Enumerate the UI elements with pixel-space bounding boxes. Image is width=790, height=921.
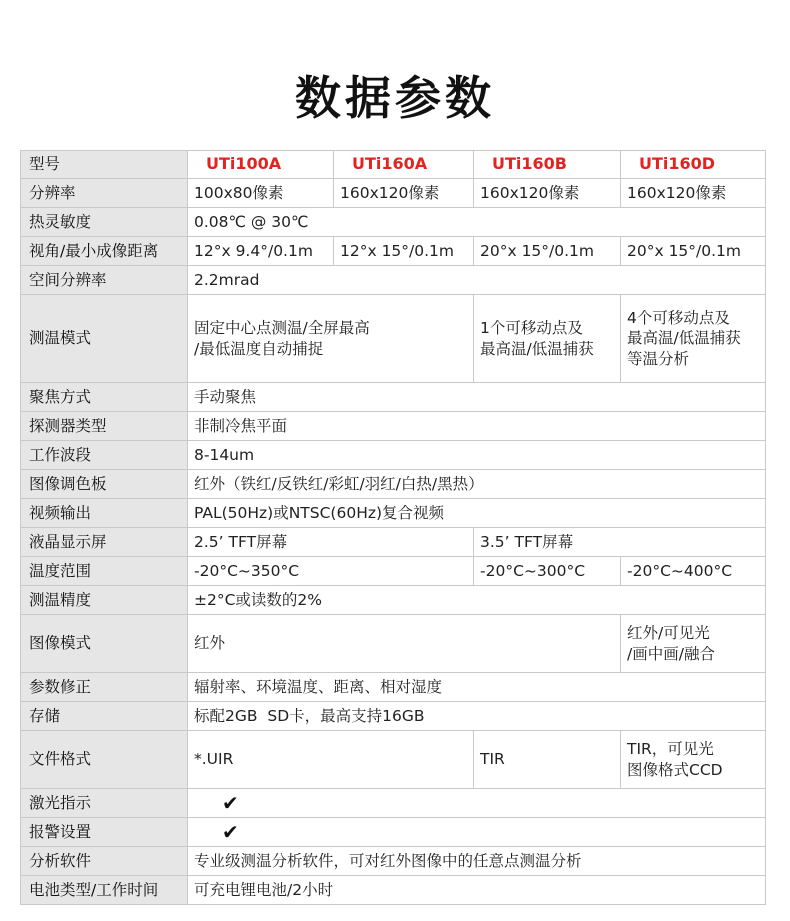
cell-value: 红外 — [188, 615, 621, 673]
cell-value: 红外/可见光 /画中画/融合 — [621, 615, 766, 673]
cell-value: 20°x 15°/0.1m — [621, 237, 766, 266]
row-label: 图像调色板 — [21, 470, 188, 499]
cell-value: 160x120像素 — [621, 179, 766, 208]
row-label: 存储 — [21, 702, 188, 731]
cell-value: -20°C~350°C — [188, 557, 474, 586]
cell-value: 辐射率、环境温度、距离、相对湿度 — [188, 673, 766, 702]
row-label: 文件格式 — [21, 731, 188, 789]
row-lcd — [21, 528, 766, 557]
cell-value: 2.2mrad — [188, 266, 766, 295]
cell-value: 160x120像素 — [334, 179, 474, 208]
row-software — [21, 847, 766, 876]
row-correction — [21, 673, 766, 702]
row-fov — [21, 237, 766, 266]
cell-value — [188, 818, 766, 847]
model-name: UTi160A — [334, 151, 474, 179]
row-label: 温度范围 — [21, 557, 188, 586]
cell-value: 固定中心点测温/全屏最高 /最低温度自动捕捉 — [188, 295, 474, 383]
cell-value: 2.5’ TFT屏幕 — [188, 528, 474, 557]
row-label: 测温精度 — [21, 586, 188, 615]
cell-value: 专业级测温分析软件，可对红外图像中的任意点测温分析 — [188, 847, 766, 876]
cell-value: 8-14um — [188, 441, 766, 470]
cell-value: 20°x 15°/0.1m — [474, 237, 621, 266]
row-label: 测温模式 — [21, 295, 188, 383]
row-sensitivity — [21, 208, 766, 237]
row-label: 激光指示 — [21, 789, 188, 818]
cell-value: 12°x 15°/0.1m — [334, 237, 474, 266]
row-label: 聚焦方式 — [21, 383, 188, 412]
cell-value: -20°C~400°C — [621, 557, 766, 586]
model-name: UTi160D — [621, 151, 766, 179]
cell-value: 可充电锂电池/2小时 — [188, 876, 766, 905]
cell-value: 标配2GB SD卡，最高支持16GB — [188, 702, 766, 731]
cell-value: ±2°C或读数的2% — [188, 586, 766, 615]
model-name: UTi100A — [188, 151, 334, 179]
model-name: UTi160B — [474, 151, 621, 179]
row-file-format — [21, 731, 766, 789]
check-icon: ✔ — [222, 791, 239, 815]
cell-value: 0.08℃ @ 30℃ — [188, 208, 766, 237]
row-accuracy — [21, 586, 766, 615]
cell-value: 100x80像素 — [188, 179, 334, 208]
cell-value: 手动聚焦 — [188, 383, 766, 412]
cell-value: 非制冷焦平面 — [188, 412, 766, 441]
row-label: 视角/最小成像距离 — [21, 237, 188, 266]
row-ifov — [21, 266, 766, 295]
row-image-mode — [21, 615, 766, 673]
row-label: 视频输出 — [21, 499, 188, 528]
row-alarm — [21, 818, 766, 847]
row-temp-range — [21, 557, 766, 586]
row-label: 参数修正 — [21, 673, 188, 702]
row-detector — [21, 412, 766, 441]
cell-value: TIR — [474, 731, 621, 789]
cell-value: 160x120像素 — [474, 179, 621, 208]
row-label: 工作波段 — [21, 441, 188, 470]
cell-value: 红外（铁红/反铁红/彩虹/羽红/白热/黑热） — [188, 470, 766, 499]
row-laser — [21, 789, 766, 818]
cell-value: 1个可移动点及 最高温/低温捕获 — [474, 295, 621, 383]
row-measure-mode — [21, 295, 766, 383]
spec-table — [20, 150, 766, 905]
cell-value: 3.5’ TFT屏幕 — [474, 528, 766, 557]
row-storage — [21, 702, 766, 731]
row-label: 图像模式 — [21, 615, 188, 673]
row-label: 型号 — [21, 151, 188, 179]
row-model — [21, 151, 766, 179]
cell-value: 12°x 9.4°/0.1m — [188, 237, 334, 266]
row-band — [21, 441, 766, 470]
row-label: 电池类型/工作时间 — [21, 876, 188, 905]
row-label: 报警设置 — [21, 818, 188, 847]
row-label: 分析软件 — [21, 847, 188, 876]
row-focus — [21, 383, 766, 412]
cell-value: *.UIR — [188, 731, 474, 789]
check-icon: ✔ — [222, 820, 239, 844]
row-label: 空间分辨率 — [21, 266, 188, 295]
row-label: 探测器类型 — [21, 412, 188, 441]
row-label: 分辨率 — [21, 179, 188, 208]
row-resolution — [21, 179, 766, 208]
row-label: 液晶显示屏 — [21, 528, 188, 557]
page-title: 数据参数 — [295, 71, 495, 125]
row-battery — [21, 876, 766, 905]
cell-value: TIR，可见光 图像格式CCD — [621, 731, 766, 789]
row-palette — [21, 470, 766, 499]
row-label: 热灵敏度 — [21, 208, 188, 237]
cell-value: PAL(50Hz)或NTSC(60Hz)复合视频 — [188, 499, 766, 528]
cell-value: -20°C~300°C — [474, 557, 621, 586]
cell-value — [188, 789, 766, 818]
cell-value: 4个可移动点及 最高温/低温捕获 等温分析 — [621, 295, 766, 383]
row-video-out — [21, 499, 766, 528]
